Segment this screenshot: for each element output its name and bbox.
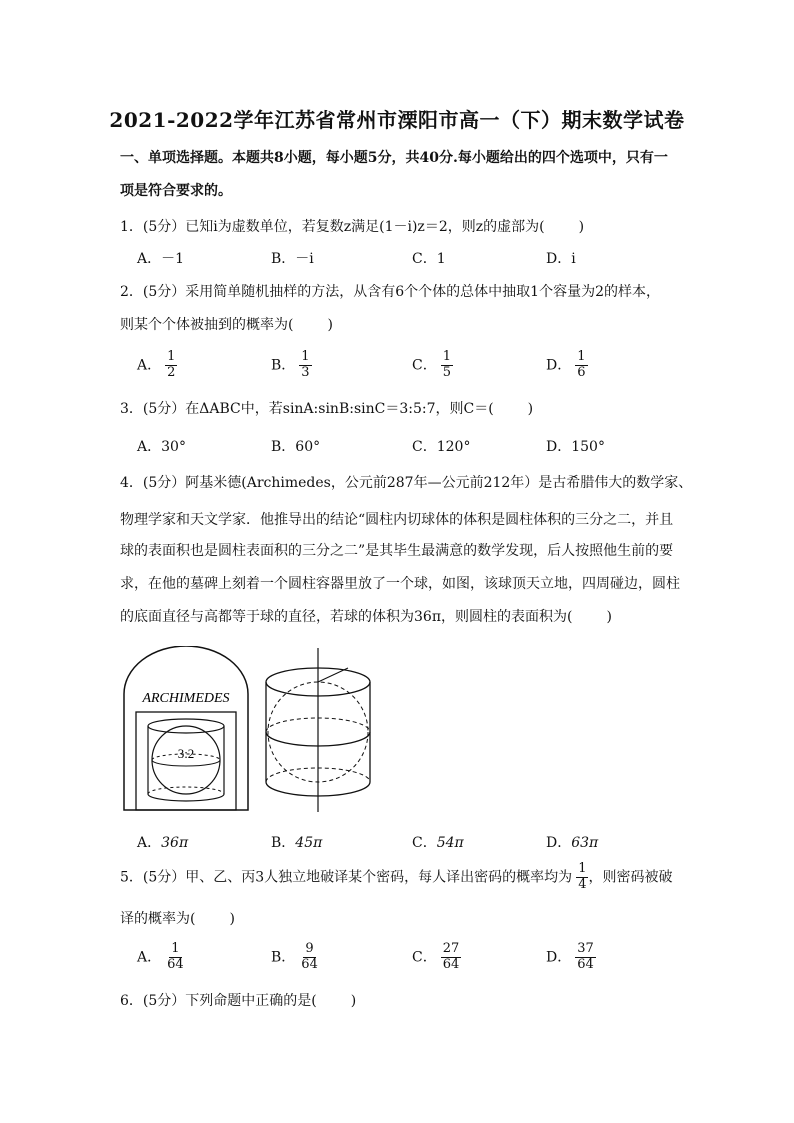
radius-line: [318, 668, 348, 682]
question-4-line4: 求，在他的墓碑上刻着一个圆柱容器里放了一个球，如图，该球顶天立地，四周碰边，圆柱: [120, 576, 680, 592]
q4-option-b[interactable]: B．45π: [271, 835, 323, 851]
q3-option-a[interactable]: A．30°: [137, 439, 186, 455]
question-6: 6．(5分）下列命题中正确的是( ): [120, 993, 357, 1009]
q5-option-a[interactable]: A． $\frac{1}{64}$: [137, 941, 184, 972]
tombstone-inscription: ARCHIMEDES: [142, 691, 230, 706]
q5-option-c[interactable]: C． $\frac{27}{64}$: [412, 941, 460, 972]
question-4-line5: 的底面直径与高都等于球的直径，若球的体积为36π，则圆柱的表面积为( ): [120, 609, 612, 625]
archimedes-figure: [120, 646, 380, 820]
q3-option-c[interactable]: C．120°: [412, 439, 471, 455]
question-1-text: 1．(5分）已知i为虚数单位，若复数z满足(1－i)z＝2，则z的虚部为(: [120, 219, 545, 235]
question-2-line2: 则某个个体被抽到的概率为( ): [120, 317, 333, 333]
q5-option-d[interactable]: D． $\frac{37}{64}$: [546, 941, 594, 972]
small-cylinder-bottom: [148, 794, 224, 801]
q5-option-b[interactable]: B． $\frac{9}{64}$: [271, 941, 318, 972]
q1-option-c[interactable]: C．1: [412, 251, 446, 267]
question-4-line3: 球的表面积也是圆柱表面积的三分之二”是其毕生最满意的数学发现，后人按照他生前的要: [120, 543, 674, 559]
q4-option-a[interactable]: A．36π: [137, 835, 189, 851]
q3-option-d[interactable]: D．150°: [546, 439, 605, 455]
question-4-line2: 物理学家和天文学家．他推导出的结论“圆柱内切球体的体积是圆柱体积的三分之二，并且: [120, 512, 674, 528]
q4-option-d[interactable]: D．63π: [546, 835, 599, 851]
q2-option-d[interactable]: D． $\frac{1}{6}$: [546, 349, 586, 380]
page-title: 2021-2022学年江苏省常州市溧阳市高一（下）期末数学试卷: [109, 108, 685, 132]
q4-option-c[interactable]: C．54π: [412, 835, 464, 851]
question-5-line2: 译的概率为( ): [120, 911, 235, 927]
question-4-line1: 4．(5分）阿基米德(Archimedes，公元前287年—公元前212年）是古希腊伟大的数学家、: [120, 475, 693, 491]
section-heading-line2: 项是符合要求的。: [120, 183, 232, 199]
q2-option-c[interactable]: C． $\frac{1}{5}$: [412, 349, 451, 380]
q2-option-a[interactable]: A． $\frac{1}{2}$: [137, 349, 176, 380]
tombstone-outline: [124, 646, 248, 810]
question-1: [120, 216, 584, 236]
section-heading-line1: 一、单项选择题。本题共8小题，每小题5分，共40分.每小题给出的四个选项中，只有一: [120, 150, 668, 166]
ratio-label: 3:2: [177, 746, 195, 761]
q2-option-b[interactable]: B． $\frac{1}{3}$: [271, 349, 310, 380]
question-2-line1: 2．(5分）采用简单随机抽样的方法，从含有6个个体的总体中抽取1个容量为2的样本，: [120, 284, 660, 300]
question-1-close: ): [578, 219, 585, 235]
q1-option-b[interactable]: B．－i: [271, 251, 314, 267]
q3-option-b[interactable]: B．60°: [271, 439, 321, 455]
archimedes-figure-svg: [120, 646, 380, 816]
q1-option-d[interactable]: D．i: [546, 251, 576, 267]
question-3: 3．(5分）在ΔABC中，若sinA:sinB:sinC＝3:5:7，则C＝( ): [120, 401, 534, 417]
q1-option-a[interactable]: A．－1: [137, 251, 185, 267]
question-5-line1: 5．(5分）甲、乙、丙3人独立地破译某个密码，每人译出密码的概率均为 $\frac{1}{4}$ ，则密码被破: [120, 861, 673, 892]
inner-frame: [136, 712, 236, 810]
